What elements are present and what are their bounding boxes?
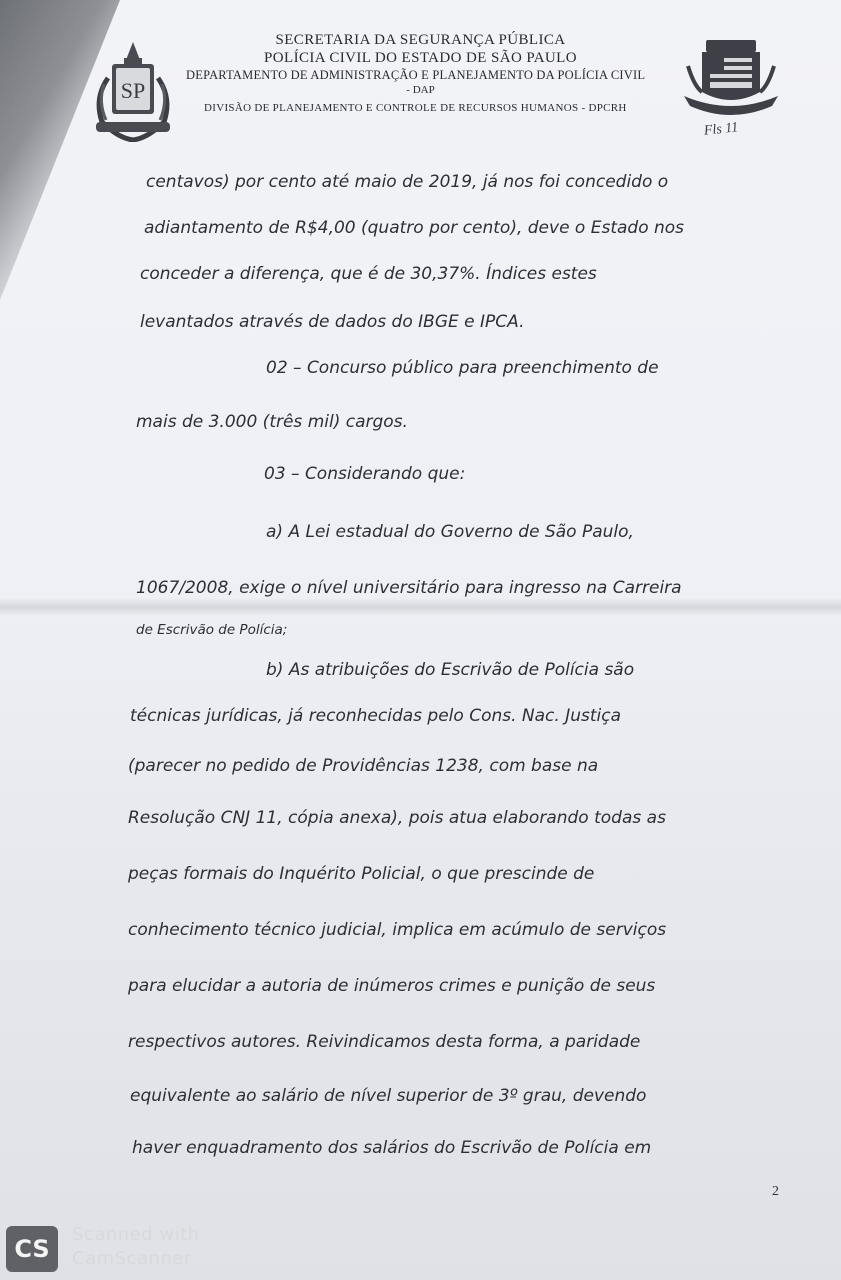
body-line: conhecimento técnico judicial, implica em acúmulo de serviços (128, 920, 667, 940)
letterhead-departamento: DEPARTAMENTO DE ADMINISTRAÇÃO E PLANEJAMENTO DA POLÍCIA CIVIL (186, 68, 646, 82)
body-line: respectivos autores. Reivindicamos desta forma, a paridade (128, 1032, 641, 1052)
body-line: 02 – Concurso público para preenchimento de (266, 358, 659, 378)
camscanner-logo-icon: CS (6, 1226, 58, 1272)
body-line: a) A Lei estadual do Governo de São Paulo, (266, 522, 634, 542)
body-line: (parecer no pedido de Providências 1238, com base na (128, 756, 599, 776)
camscanner-watermark (0, 1218, 240, 1278)
letterhead-divisao: DIVISÃO DE PLANEJAMENTO E CONTROLE DE RECURSOS HUMANOS - DPCRH (204, 102, 627, 114)
body-line: de Escrivão de Polícia; (136, 622, 288, 638)
body-line: peças formais do Inquérito Policial, o que prescinde de (128, 864, 595, 884)
body-line: 1067/2008, exige o nível universitário para ingresso na Carreira (136, 578, 682, 598)
folio-stamp: Fls 11 (703, 120, 739, 139)
svg-text:SP: SP (120, 78, 146, 103)
paper-crease (0, 598, 841, 616)
letterhead-dap: - DAP (406, 84, 435, 96)
letterhead-secretaria: SECRETARIA DA SEGURANÇA PÚBLICA (275, 32, 566, 48)
body-line: Resolução CNJ 11, cópia anexa), pois atua elaborando todas as (128, 808, 666, 828)
body-line: para elucidar a autoria de inúmeros crimes e punição de seus (128, 976, 656, 996)
body-line: adiantamento de R$4,00 (quatro por cento), deve o Estado nos (144, 218, 685, 238)
watermark-line-2: CamScanner (72, 1248, 192, 1269)
body-line: centavos) por cento até maio de 2019, já nos foi concedido o (146, 172, 669, 192)
body-line: haver enquadramento dos salários do Escrivão de Polícia em (132, 1138, 652, 1158)
body-line: levantados através de dados do IBGE e IPCA. (140, 312, 525, 332)
body-line: 03 – Considerando que: (264, 464, 466, 484)
body-line: técnicas jurídicas, já reconhecidas pelo Cons. Nac. Justiça (130, 706, 622, 726)
body-line: mais de 3.000 (três mil) cargos. (136, 412, 408, 432)
body-line: equivalente ao salário de nível superior de 3º grau, devendo (130, 1086, 647, 1106)
watermark-line-1: Scanned with (72, 1224, 200, 1245)
body-line: b) As atribuições do Escrivão de Polícia são (266, 660, 635, 680)
letterhead-policia-civil: POLÍCIA CIVIL DO ESTADO DE SÃO PAULO (264, 50, 577, 66)
body-line: conceder a diferença, que é de 30,37%. Índices estes (140, 264, 597, 284)
page-number: 2 (772, 1184, 779, 1199)
